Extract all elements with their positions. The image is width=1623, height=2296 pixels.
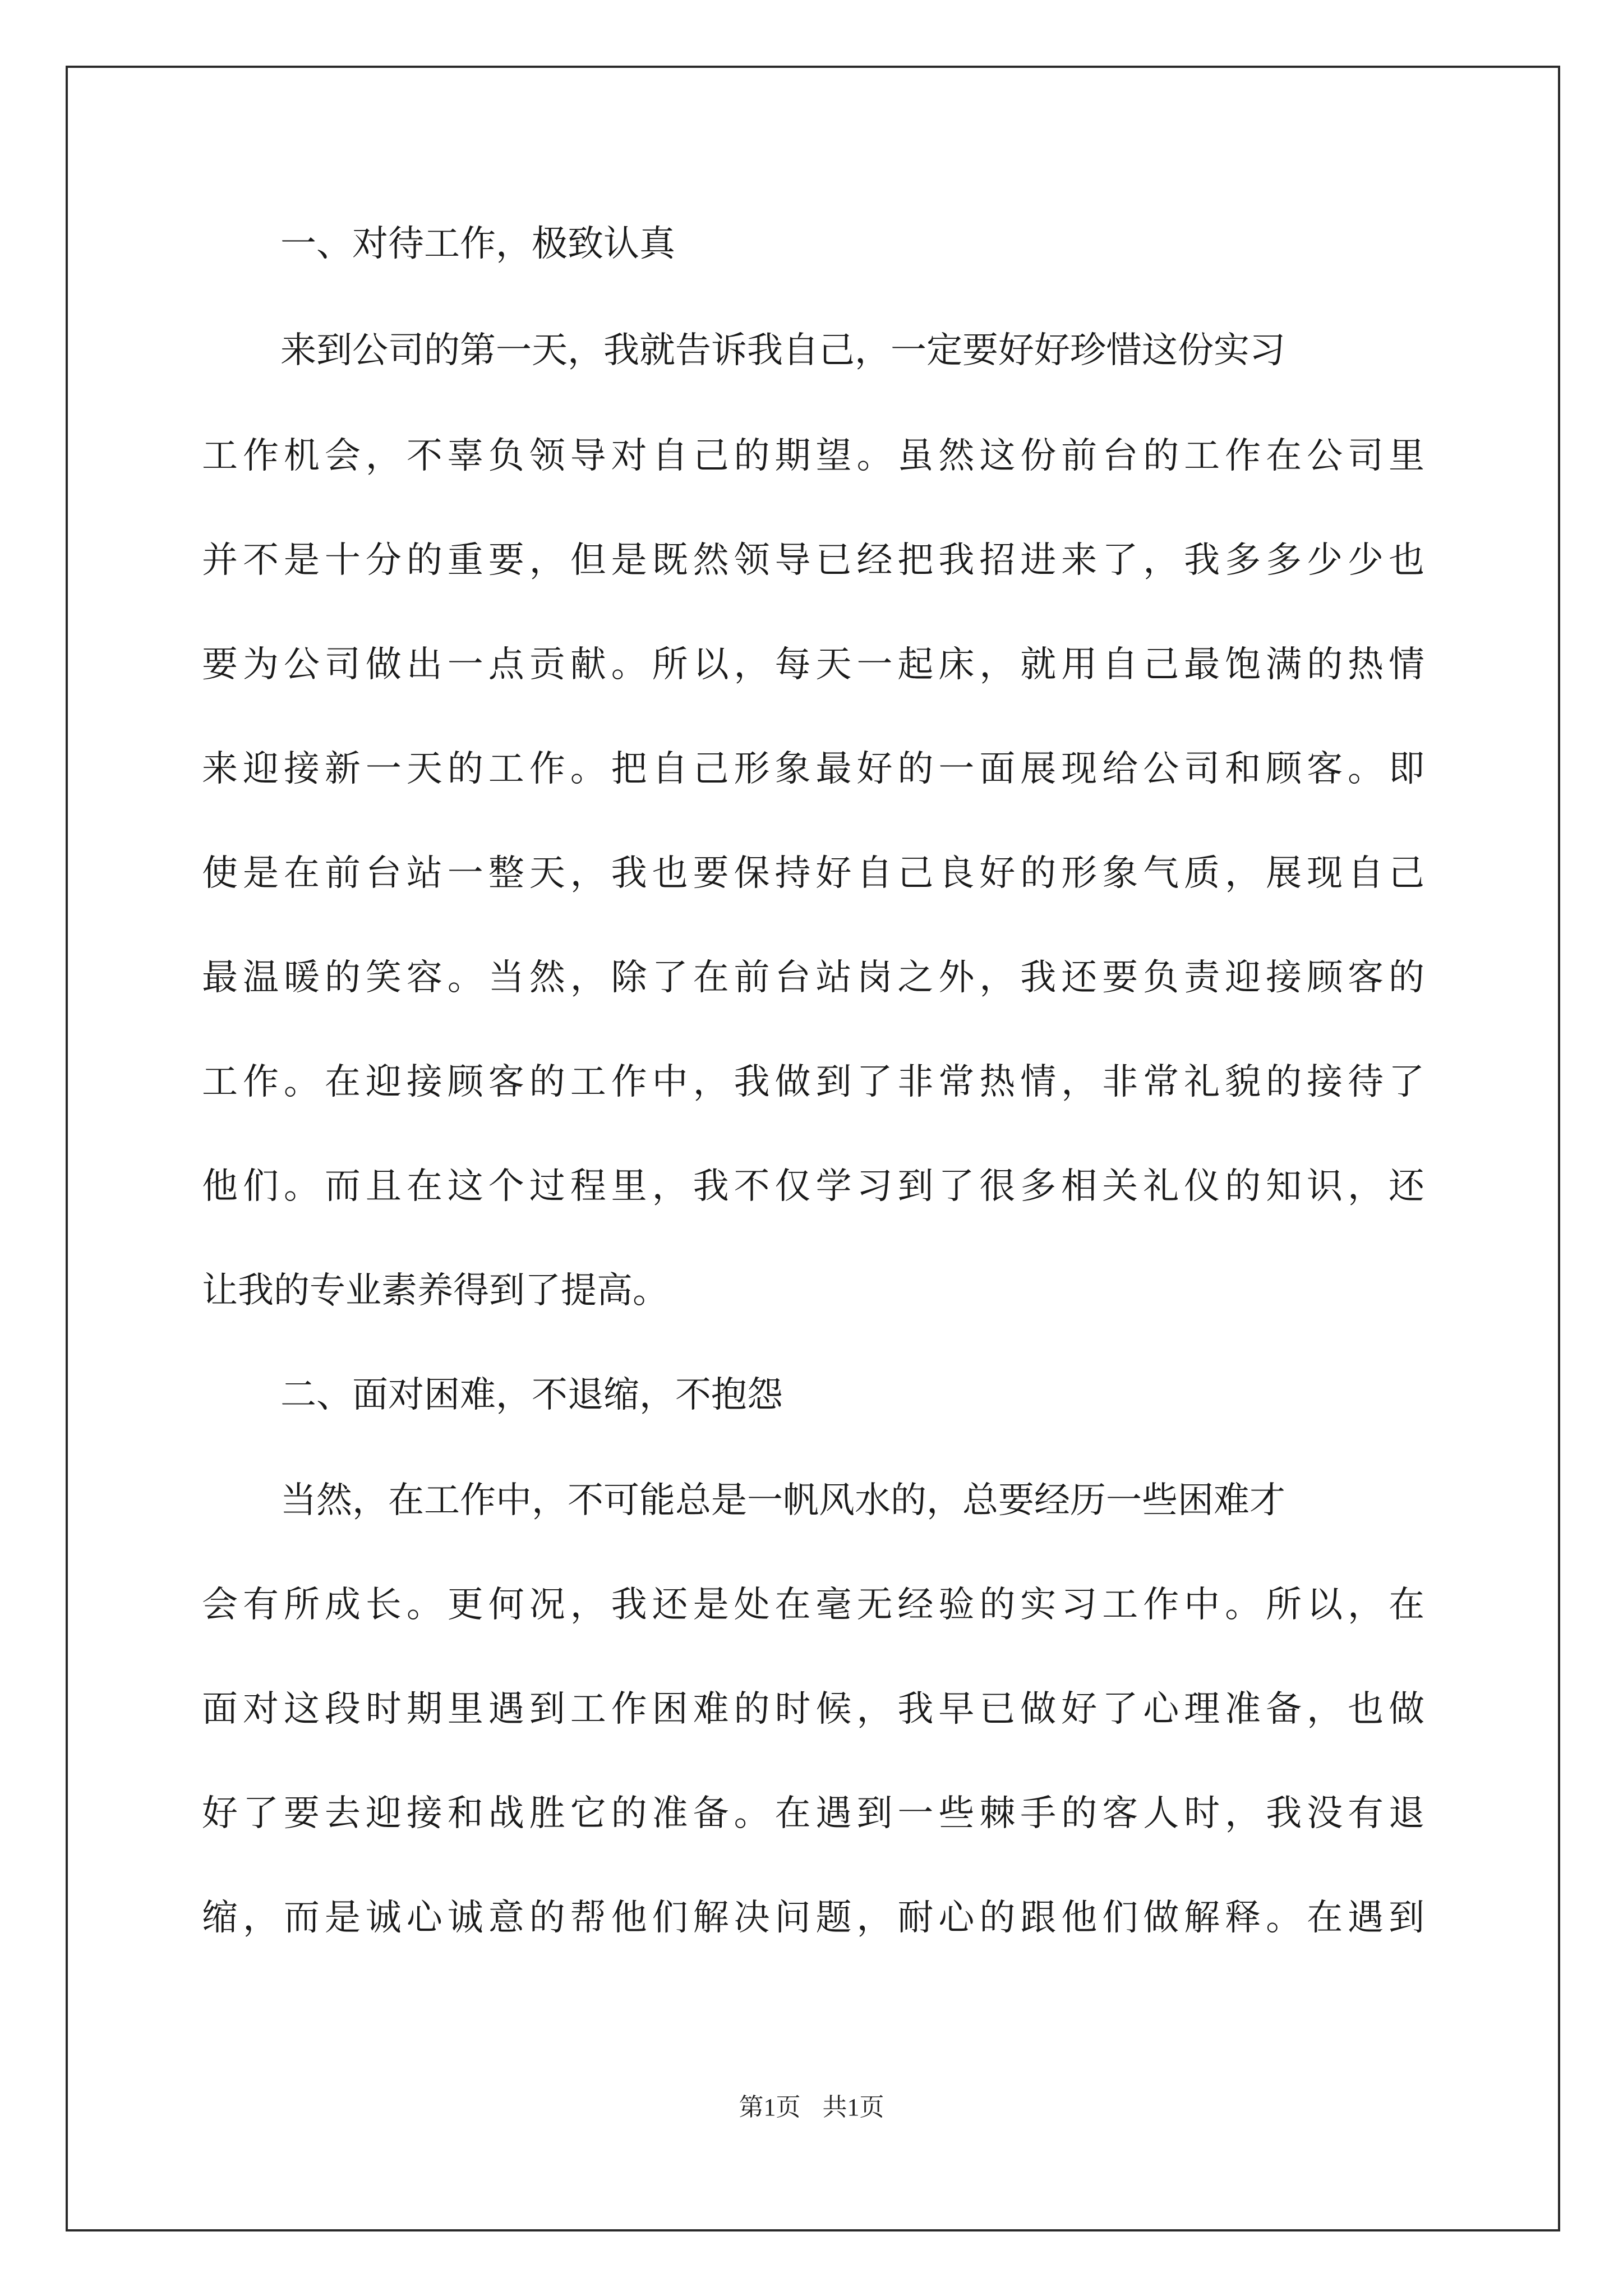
paragraph-line: 让我的专业素养得到了提高。 — [202, 1270, 668, 1312]
section-heading: 一、对待工作，极致认真 — [280, 223, 675, 265]
paragraph-line: 使是在前台站一整天，我也要保持好自己良好的形象气质，展现自己 — [202, 853, 1424, 894]
page-total: 共1页 — [822, 2093, 884, 2121]
paragraph-line: 他们。而且在这个过程里，我不仅学习到了很多相关礼仪的知识，还 — [202, 1166, 1424, 1207]
paragraph-line: 面对这段时期里遇到工作困难的时候，我早已做好了心理准备，也做 — [202, 1688, 1424, 1730]
paragraph-line: 来到公司的第一天，我就告诉我自己，一定要好好珍惜这份实习 — [280, 330, 1285, 371]
paragraph-line: 当然，在工作中，不可能总是一帆风水的，总要经历一些困难才 — [280, 1480, 1285, 1521]
paragraph-line: 要为公司做出一点贡献。所以，每天一起床，就用自己最饱满的热情 — [202, 644, 1424, 685]
page-footer — [0, 2087, 1623, 2123]
paragraph-line: 来迎接新一天的工作。把自己形象最好的一面展现给公司和顾客。即 — [202, 748, 1424, 790]
paragraph-line: 工作。在迎接顾客的工作中，我做到了非常热情，非常礼貌的接待了 — [202, 1061, 1424, 1103]
paragraph-line: 并不是十分的重要，但是既然领导已经把我招进来了，我多多少少也 — [202, 540, 1424, 581]
paragraph-line: 工作机会，不辜负领导对自己的期望。虽然这份前台的工作在公司里 — [202, 435, 1424, 477]
paragraph-line: 最温暖的笑容。当然，除了在前台站岗之外，我还要负责迎接顾客的 — [202, 957, 1424, 999]
paragraph-line: 缩，而是诚心诚意的帮他们解决问题，耐心的跟他们做解释。在遇到 — [202, 1897, 1424, 1939]
page-number: 第1页 — [739, 2093, 801, 2121]
paragraph-line: 会有所成长。更何况，我还是处在毫无经验的实习工作中。所以，在 — [202, 1584, 1424, 1626]
section-heading: 二、面对困难，不退缩，不抱怨 — [280, 1374, 783, 1416]
paragraph-line: 好了要去迎接和战胜它的准备。在遇到一些棘手的客人时，我没有退 — [202, 1793, 1424, 1834]
